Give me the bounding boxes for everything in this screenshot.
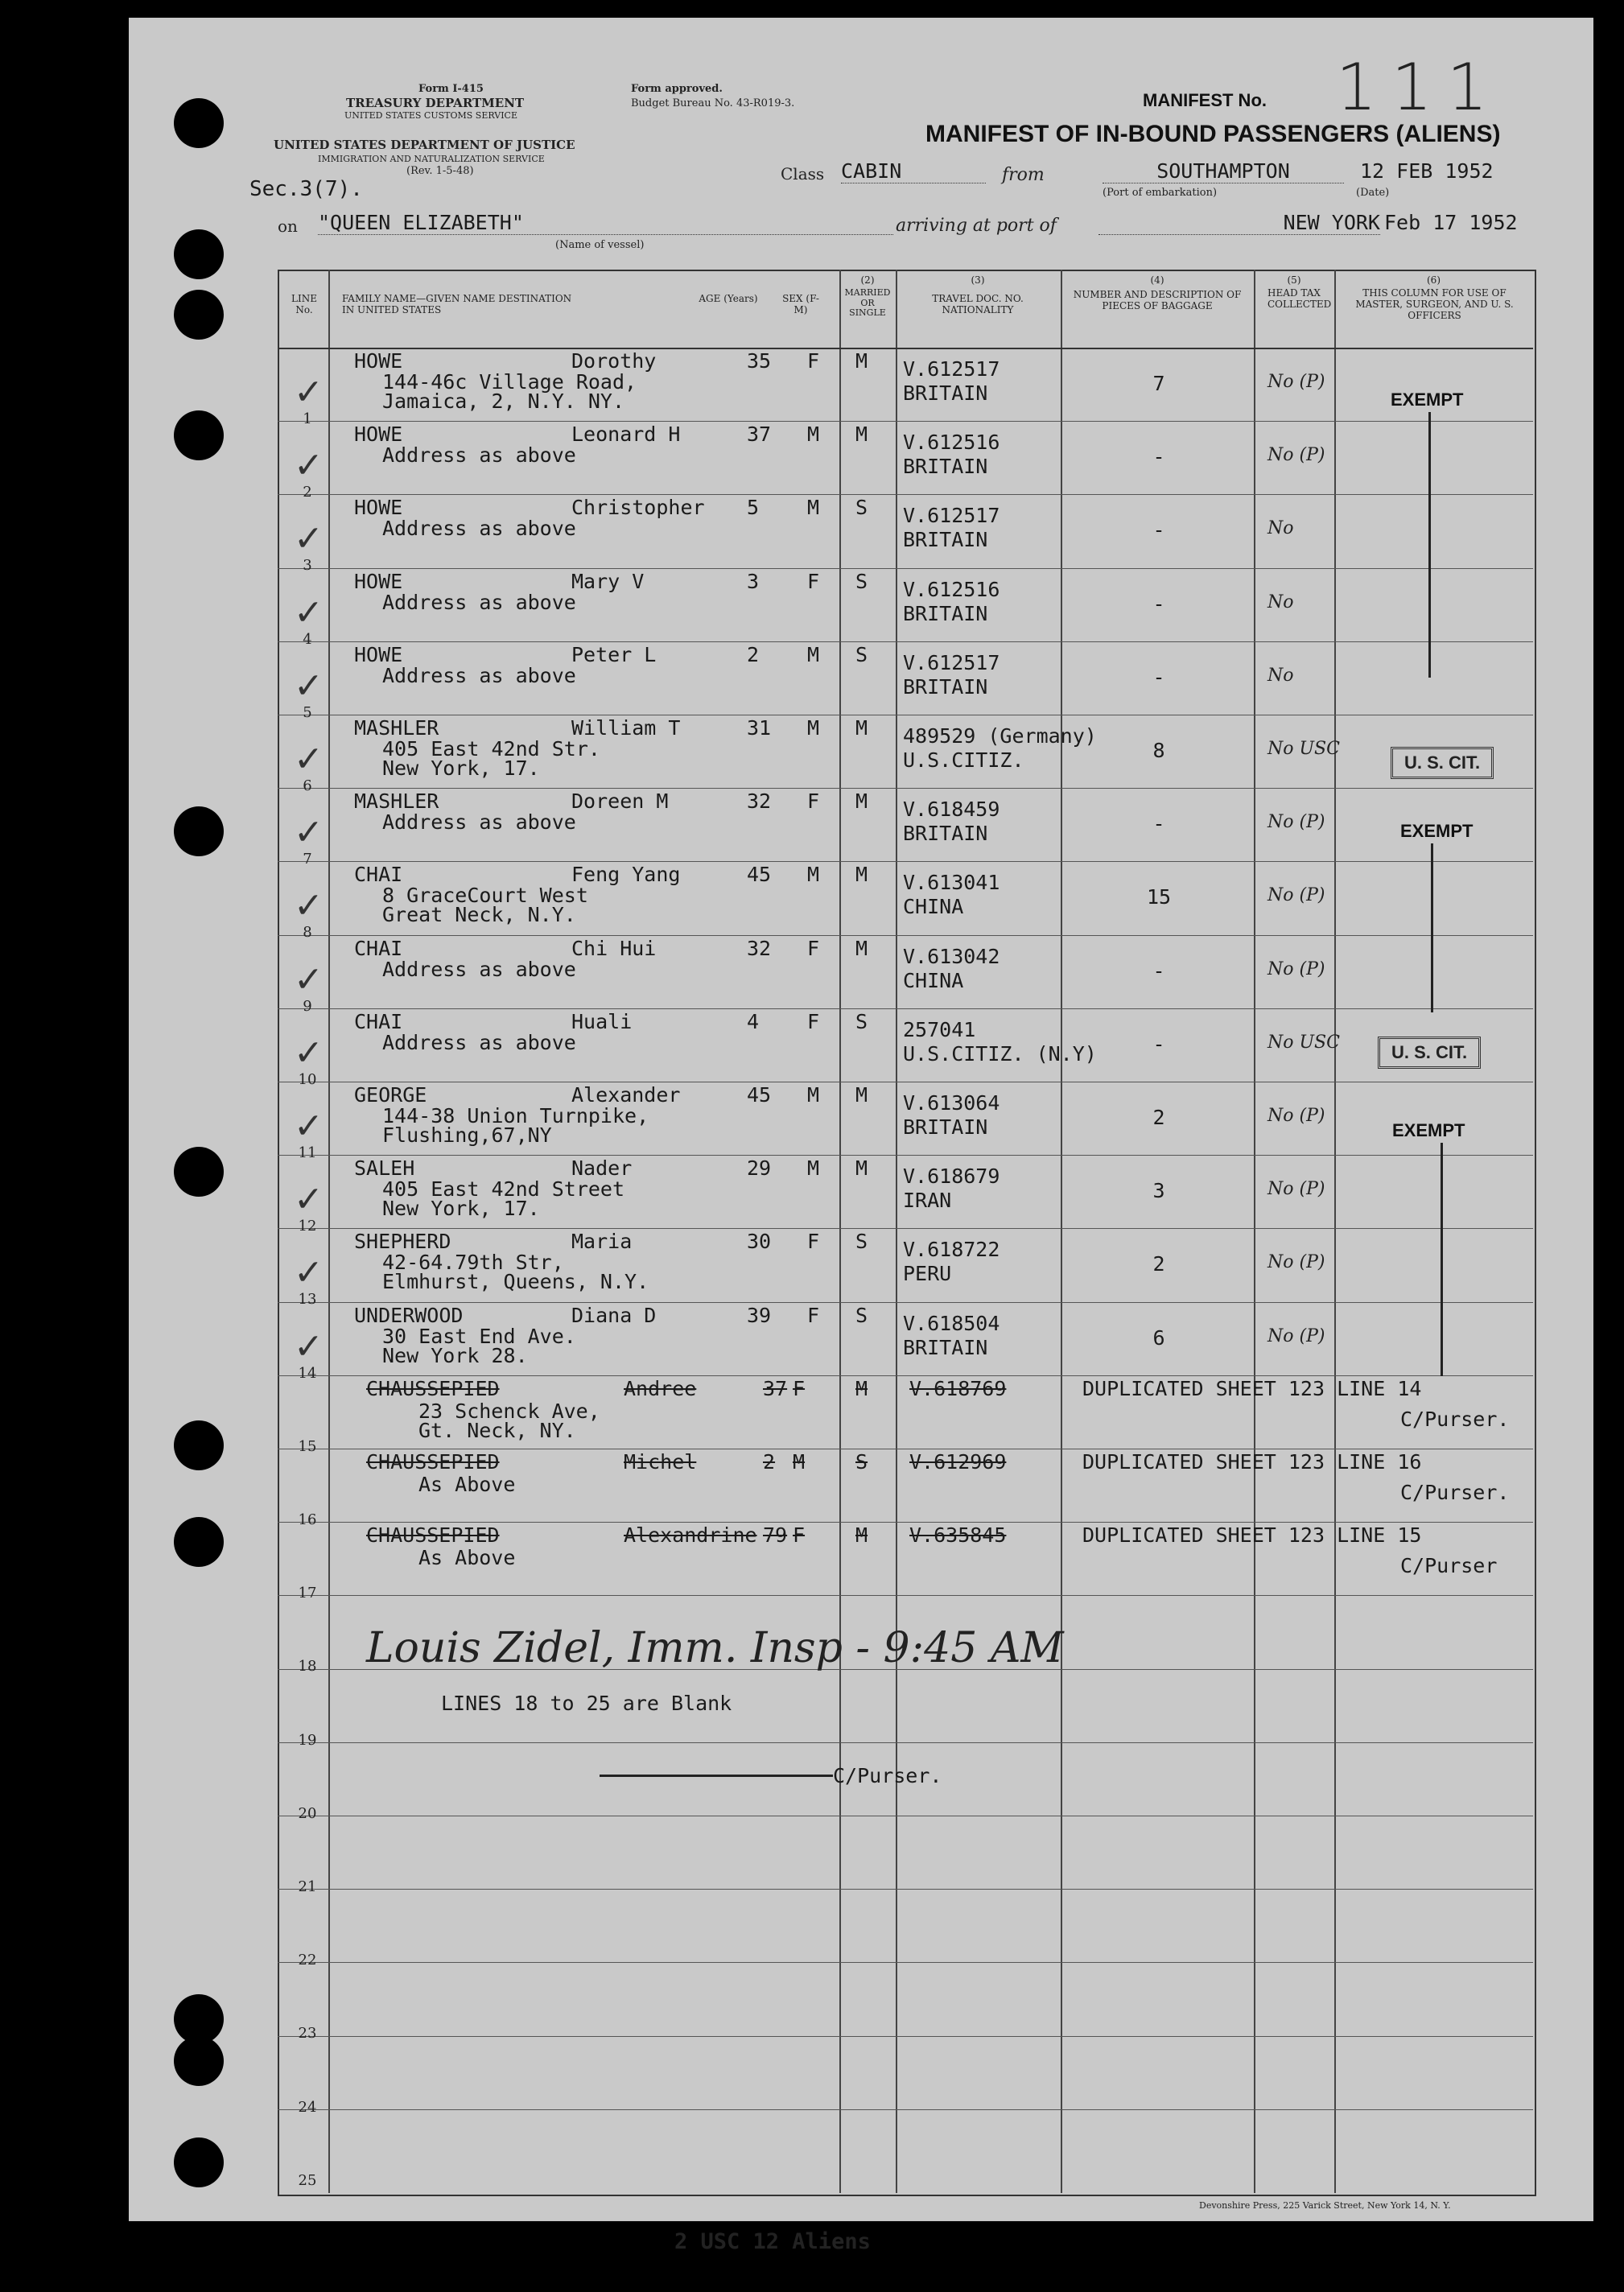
given-name: Nader [571, 1156, 633, 1181]
row-divider [278, 935, 1533, 936]
duplicate-note: DUPLICATED SHEET 123 LINE 15 [1082, 1523, 1422, 1548]
sex: F [807, 1303, 820, 1327]
line-number: 8 [303, 924, 312, 942]
manifest-title: MANIFEST OF IN-BOUND PASSENGERS (ALIENS) [925, 121, 1501, 147]
given-name: Leonard H [571, 423, 681, 447]
age: 39 [747, 1303, 772, 1327]
given-name: Feng Yang [571, 863, 681, 887]
sex: M [807, 1083, 820, 1107]
nationality: BRITAIN [903, 381, 988, 405]
age: 37 [763, 1376, 788, 1400]
sex: M [807, 496, 820, 520]
nationality: U.S.CITIZ. [903, 748, 1024, 772]
check-mark: ✓ [294, 739, 324, 780]
nationality: BRITAIN [903, 1115, 988, 1139]
travel-doc: 489529 (Germany) [903, 724, 1097, 748]
check-mark: ✓ [294, 1252, 324, 1294]
exempt-bracket [1428, 412, 1431, 678]
head-tax: No (P) [1267, 1325, 1325, 1346]
marital-status: M [855, 863, 868, 887]
address-line: 144-38 Union Turnpike, [382, 1104, 649, 1127]
age: 4 [747, 1009, 760, 1033]
row-divider [278, 2036, 1533, 2037]
marital-status: S [855, 1450, 868, 1474]
age: 35 [747, 349, 772, 373]
family-name: HOWE [354, 496, 403, 520]
line-number: 24 [298, 2098, 317, 2116]
duplicate-note: DUPLICATED SHEET 123 LINE 14 [1082, 1376, 1422, 1400]
vessel-name: "QUEEN ELIZABETH" [318, 211, 893, 235]
head-tax: No [1267, 592, 1294, 612]
sex: M [807, 716, 820, 740]
head-tax: No USC [1267, 739, 1340, 759]
line-number: 7 [303, 851, 312, 868]
from-port: SOUTHAMPTON [1103, 159, 1344, 183]
row-divider [278, 494, 1533, 495]
given-name: Christopher [571, 496, 705, 520]
travel-doc: V.618679 [903, 1165, 1000, 1189]
line-number: 25 [298, 2171, 317, 2189]
exempt-stamp: EXEMPT [1400, 821, 1474, 841]
line-number: 21 [298, 1878, 317, 1895]
sex: F [793, 1523, 806, 1548]
head-tax: No USC [1267, 1032, 1340, 1053]
nationality: BRITAIN [903, 455, 988, 479]
family-name: UNDERWOOD [354, 1303, 464, 1327]
row-divider [278, 1522, 1533, 1523]
address-line: Elmhurst, Queens, N.Y. [382, 1270, 649, 1294]
family-name: HOWE [354, 423, 403, 447]
baggage-count: 7 [1152, 372, 1165, 395]
arrival-port: NEW YORK [1098, 211, 1380, 235]
age: 32 [747, 789, 772, 814]
manifest-number: 111 [1336, 50, 1502, 125]
form-approved: Form approved. [631, 83, 723, 95]
baggage-count: 8 [1152, 739, 1165, 762]
travel-doc: V.612517 [903, 357, 1000, 381]
line-number: 10 [298, 1070, 317, 1088]
nationality: U.S.CITIZ. (N.Y) [903, 1041, 1097, 1066]
exempt-bracket [1441, 1143, 1443, 1376]
address-line: 42-64.79th Str, [382, 1251, 564, 1275]
given-name: Huali [571, 1009, 633, 1033]
head-tax: No (P) [1267, 372, 1325, 392]
struck-family-name: CHAUSSEPIED [366, 1450, 500, 1474]
address-line: Jamaica, 2, N.Y. NY. [382, 390, 625, 413]
row-divider [278, 788, 1533, 789]
head-tax: No (P) [1267, 1106, 1325, 1126]
travel-doc: V.612969 [909, 1450, 1007, 1474]
line-number: 3 [303, 557, 312, 575]
baggage-count: - [1152, 812, 1165, 836]
us-cit-stamp: U. S. CIT. [1378, 1037, 1481, 1069]
punch-hole [174, 2137, 224, 2187]
punch-hole [174, 1147, 224, 1197]
line-number: 12 [298, 1218, 317, 1235]
class-value: CABIN [841, 159, 986, 183]
address-line: Address as above [382, 590, 576, 614]
col-sex: SEX (F-M) [782, 293, 819, 315]
baggage-count: 6 [1152, 1325, 1165, 1350]
customs-service: UNITED STATES CUSTOMS SERVICE [344, 110, 517, 121]
age: 32 [747, 936, 772, 960]
line-number: 6 [303, 777, 312, 794]
family-name: MASHLER [354, 716, 439, 740]
family-name: CHAI [354, 936, 403, 960]
given-name: Alexander [571, 1083, 681, 1107]
col-baggage-num: (4) [1150, 274, 1164, 286]
check-mark: ✓ [294, 445, 324, 487]
travel-doc: V.612517 [903, 650, 1000, 674]
travel-doc: V.618722 [903, 1238, 1000, 1262]
baggage-count: - [1152, 958, 1165, 983]
nationality: IRAN [903, 1189, 952, 1213]
row-divider [278, 1595, 1533, 1596]
row-divider [278, 568, 1533, 569]
address-line: Address as above [382, 663, 576, 687]
line-number: 9 [303, 997, 312, 1015]
address-line: Address as above [382, 517, 576, 541]
nationality: CHINA [903, 895, 964, 919]
row-divider [278, 861, 1533, 862]
col-married-num: (2) [860, 274, 875, 286]
baggage-count: 3 [1152, 1179, 1165, 1203]
marital-status: S [855, 1303, 868, 1327]
head-tax: No (P) [1267, 812, 1325, 833]
col-doc-num: (3) [971, 274, 985, 286]
address-line: Gt. Neck, NY. [418, 1418, 576, 1442]
check-mark: ✓ [294, 812, 324, 854]
travel-doc: V.613042 [903, 944, 1000, 968]
line-number: 22 [298, 1952, 317, 1969]
given-name: Mary V [571, 569, 645, 593]
on-label: on [278, 216, 298, 236]
address-line: As Above [418, 1473, 516, 1496]
address-line: Address as above [382, 443, 576, 468]
baggage-count: 2 [1152, 1106, 1165, 1129]
address-line: 8 GraceCourt West [382, 884, 588, 908]
address-line: New York, 17. [382, 1197, 540, 1221]
given-name: Diana D [571, 1303, 657, 1327]
marital-status: S [855, 1009, 868, 1033]
marital-status: M [855, 1376, 868, 1400]
form-number: Form I-415 [418, 83, 484, 95]
marital-status: M [855, 349, 868, 373]
sex: F [807, 789, 820, 814]
head-tax: No (P) [1267, 1179, 1325, 1200]
travel-doc: V.618504 [903, 1311, 1000, 1335]
given-name: Chi Hui [571, 936, 657, 960]
sex: M [807, 863, 820, 887]
line-number: 11 [298, 1144, 317, 1161]
sex: M [793, 1450, 806, 1474]
marital-status: M [855, 423, 868, 447]
col-doc: TRAVEL DOC. NO. NATIONALITY [932, 293, 1024, 315]
date-caption: (Date) [1356, 187, 1390, 199]
head-tax: No [1267, 518, 1294, 539]
row-divider [278, 1962, 1533, 1963]
travel-doc: V.612517 [903, 504, 1000, 528]
col-officers-num: (6) [1427, 274, 1441, 286]
struck-family-name: CHAUSSEPIED [366, 1523, 500, 1548]
given-name: Maria [571, 1230, 633, 1254]
sex: F [807, 349, 820, 373]
marital-status: M [855, 789, 868, 814]
family-name: CHAI [354, 863, 403, 887]
baggage-count: - [1152, 445, 1165, 469]
manifest-label: MANIFEST No. [1143, 90, 1267, 110]
nationality: BRITAIN [903, 674, 988, 699]
struck-given-name: Michel [624, 1450, 697, 1474]
line-number: 4 [303, 630, 312, 648]
inspector-signature: Louis Zidel, Imm. Insp - 9:45 AM [366, 1624, 1064, 1672]
travel-doc: 257041 [903, 1017, 976, 1041]
age: 79 [763, 1523, 788, 1548]
line-number: 17 [298, 1585, 317, 1602]
arrival-date: Feb 17 1952 [1384, 211, 1518, 234]
baggage-count: - [1152, 592, 1165, 616]
nationality: BRITAIN [903, 528, 988, 552]
age: 45 [747, 863, 772, 887]
address-line: 30 East End Ave. [382, 1324, 576, 1348]
family-name: HOWE [354, 349, 403, 373]
exempt-stamp: EXEMPT [1391, 390, 1464, 410]
us-cit-stamp: U. S. CIT. [1391, 747, 1494, 779]
row-divider [278, 421, 1533, 422]
purser-sign: C/Purser. [1400, 1407, 1510, 1431]
punch-hole [174, 410, 224, 460]
section-ref: Sec.3(7). [249, 177, 363, 201]
address-line: 23 Schenck Ave, [418, 1399, 600, 1423]
travel-doc: V.635845 [909, 1523, 1007, 1548]
check-mark: ✓ [294, 1325, 324, 1367]
nationality: BRITAIN [903, 1335, 988, 1359]
sex: M [807, 423, 820, 447]
punch-hole [174, 290, 224, 340]
col-tax: HEAD TAX COLLECTED [1267, 287, 1332, 310]
age: 2 [763, 1450, 776, 1474]
punch-hole [174, 229, 224, 279]
age: 29 [747, 1156, 772, 1181]
from-date: 12 FEB 1952 [1360, 159, 1494, 183]
head-tax: No (P) [1267, 445, 1325, 466]
address-line: As Above [418, 1546, 516, 1570]
address-line: Address as above [382, 810, 576, 835]
given-name: William T [571, 716, 681, 740]
line-number: 18 [298, 1658, 317, 1676]
baggage-count: - [1152, 665, 1165, 689]
travel-doc: V.613041 [903, 871, 1000, 895]
sex: F [807, 1230, 820, 1254]
line-number: 20 [298, 1804, 317, 1822]
line-number: 14 [298, 1364, 317, 1382]
travel-doc: V.618769 [909, 1376, 1007, 1400]
footer-summary: 2 USC 12 Aliens [674, 2229, 871, 2254]
row-divider [278, 1008, 1533, 1009]
col-baggage: NUMBER AND DESCRIPTION OF PIECES OF BAGGAGE [1073, 289, 1242, 311]
row-divider [278, 1155, 1533, 1156]
address-line: Flushing,67,NY [382, 1123, 552, 1147]
row-divider [278, 2109, 1533, 2110]
age: 31 [747, 716, 772, 740]
head-tax: No (P) [1267, 885, 1325, 906]
line-number: 13 [298, 1291, 317, 1309]
row-divider [278, 1742, 1533, 1743]
line-number: 5 [303, 703, 312, 721]
sex: F [807, 1009, 820, 1033]
travel-doc: V.618459 [903, 798, 1000, 822]
family-name: HOWE [354, 642, 403, 666]
marital-status: S [855, 496, 868, 520]
row-divider [278, 1302, 1533, 1303]
check-mark: ✓ [294, 958, 324, 1000]
check-mark: ✓ [294, 1106, 324, 1147]
revision: (Rev. 1-5-48) [406, 165, 474, 177]
address-line: 405 East 42nd Street [382, 1177, 625, 1202]
baggage-count: - [1152, 518, 1165, 542]
col-tax-num: (5) [1287, 274, 1301, 286]
check-mark: ✓ [294, 1032, 324, 1074]
family-name: SHEPHERD [354, 1230, 451, 1254]
address-line: New York 28. [382, 1343, 528, 1367]
line-number: 23 [298, 2025, 317, 2043]
baggage-count: 15 [1146, 885, 1172, 909]
punch-hole [174, 1420, 224, 1470]
marital-status: S [855, 642, 868, 666]
marital-status: M [855, 1523, 868, 1548]
sex: M [807, 642, 820, 666]
line-number: 2 [303, 484, 312, 501]
marital-status: S [855, 569, 868, 593]
port-embark-caption: (Port of embarkation) [1103, 187, 1218, 199]
nationality: BRITAIN [903, 601, 988, 625]
marital-status: M [855, 1156, 868, 1181]
nationality: PERU [903, 1262, 952, 1286]
row-divider [278, 1228, 1533, 1229]
head-tax: No (P) [1267, 1252, 1325, 1273]
address-line: New York, 17. [382, 756, 540, 780]
purser-sign: C/Purser [1400, 1554, 1498, 1578]
class-label: Class [781, 164, 825, 183]
address-line: 144-46c Village Road, [382, 370, 637, 394]
blank-lines-note: LINES 18 to 25 are Blank [441, 1692, 732, 1715]
check-mark: ✓ [294, 1179, 324, 1221]
age: 2 [747, 642, 760, 666]
treasury-dept: TREASURY DEPARTMENT [346, 96, 525, 110]
line-number: 16 [298, 1511, 317, 1528]
family-name: MASHLER [354, 789, 439, 814]
sex: M [807, 1156, 820, 1181]
row-divider [278, 1375, 1533, 1376]
family-name: GEORGE [354, 1083, 427, 1107]
purser-sign: C/Purser. [1400, 1481, 1510, 1504]
sex: F [807, 569, 820, 593]
travel-doc: V.612516 [903, 577, 1000, 601]
nationality: CHINA [903, 968, 964, 992]
marital-status: M [855, 936, 868, 960]
marital-status: M [855, 716, 868, 740]
age: 45 [747, 1083, 772, 1107]
col-line-no: LINE No. [291, 293, 317, 315]
ins-service: IMMIGRATION AND NATURALIZATION SERVICE [318, 154, 545, 164]
row-divider [278, 641, 1533, 642]
justice-dept: UNITED STATES DEPARTMENT OF JUSTICE [274, 138, 575, 152]
age: 30 [747, 1230, 772, 1254]
address-line: Address as above [382, 1030, 576, 1054]
age: 37 [747, 423, 772, 447]
sex: F [793, 1376, 806, 1400]
col-officers: THIS COLUMN FOR USE OF MASTER, SURGEON, AND U. S. OFFICERS [1355, 287, 1514, 321]
punch-hole [174, 98, 224, 148]
given-name: Doreen M [571, 789, 669, 814]
marital-status: S [855, 1230, 868, 1254]
marital-status: M [855, 1083, 868, 1107]
col-age: AGE (Years) [699, 293, 758, 304]
exempt-stamp: EXEMPT [1392, 1120, 1465, 1140]
given-name: Dorothy [571, 349, 657, 373]
col-name: FAMILY NAME—GIVEN NAME DESTINATION IN UNITED STATES [342, 293, 572, 315]
duplicate-note: DUPLICATED SHEET 123 LINE 16 [1082, 1450, 1422, 1474]
baggage-count: - [1152, 1032, 1165, 1056]
budget-bureau: Budget Bureau No. 43-R019-3. [631, 97, 795, 109]
check-mark: ✓ [294, 372, 324, 413]
travel-doc: V.612516 [903, 431, 1000, 455]
from-label: from [1002, 165, 1045, 185]
travel-doc: V.613064 [903, 1091, 1000, 1115]
line-number: 19 [298, 1731, 317, 1749]
manifest-table [278, 270, 1536, 2196]
family-name: SALEH [354, 1156, 415, 1181]
struck-given-name: Alexandrine [624, 1523, 757, 1548]
baggage-count: 2 [1152, 1252, 1165, 1276]
struck-family-name: CHAUSSEPIED [366, 1376, 500, 1400]
sex: F [807, 936, 820, 960]
line-number: 1 [303, 410, 312, 427]
punch-hole [174, 1517, 224, 1567]
struck-given-name: Andree [624, 1376, 697, 1400]
purser-label: C/Purser. [833, 1764, 942, 1787]
check-mark: ✓ [294, 885, 324, 927]
arriving-label: arriving at port of [896, 216, 1057, 236]
family-name: HOWE [354, 569, 403, 593]
address-line: Address as above [382, 957, 576, 981]
line-number: 15 [298, 1437, 317, 1455]
check-mark: ✓ [294, 592, 324, 633]
exempt-bracket [1431, 843, 1433, 1012]
row-divider [278, 1889, 1533, 1890]
punch-hole [174, 806, 224, 856]
address-line: 405 East 42nd Str. [382, 737, 600, 761]
family-name: CHAI [354, 1009, 403, 1033]
address-line: Great Neck, N.Y. [382, 903, 576, 927]
check-mark: ✓ [294, 518, 324, 560]
punch-hole [174, 2036, 224, 2086]
purser-signature-mark [600, 1758, 833, 1777]
col-married: MARRIED OR SINGLE [844, 287, 891, 319]
nationality: BRITAIN [903, 822, 988, 846]
check-mark: ✓ [294, 665, 324, 707]
age: 3 [747, 569, 760, 593]
head-tax: No [1267, 665, 1294, 686]
press-imprint: Devonshire Press, 225 Varick Street, New York 14, N. Y. [1199, 2200, 1451, 2211]
vessel-caption: (Name of vessel) [555, 239, 645, 251]
given-name: Peter L [571, 642, 657, 666]
age: 5 [747, 496, 760, 520]
head-tax: No (P) [1267, 958, 1325, 979]
